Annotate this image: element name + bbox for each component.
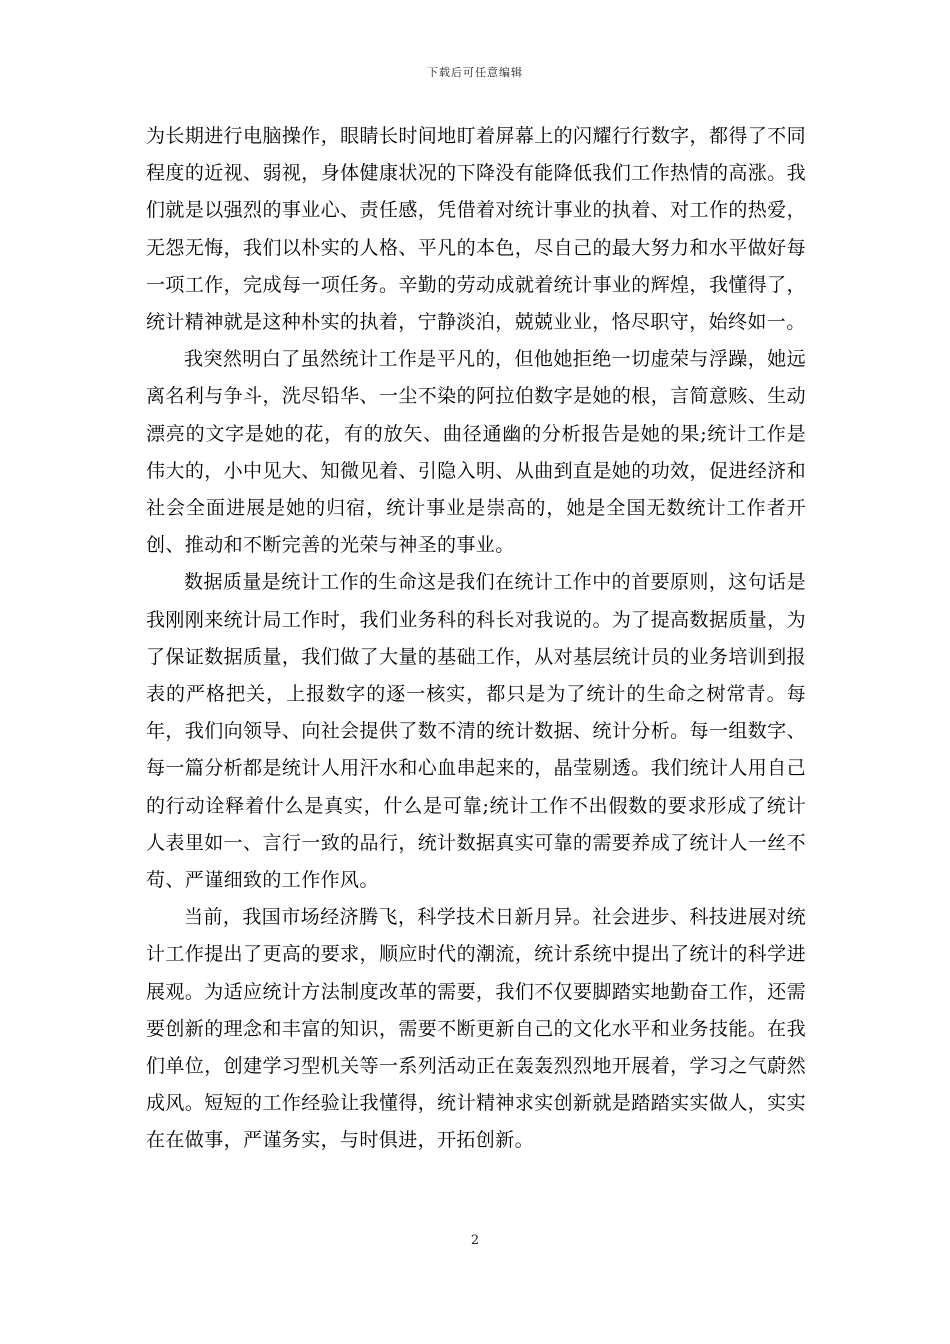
- document-body: [146, 118, 806, 1160]
- page-number: 2: [470, 1233, 480, 1248]
- paragraph-3: 数据质量是统计工作的生命这是我们在统计工作中的首要原则，这句话是我刚刚来统计局工作时，我们业务科的科长对我说的。为了提高数据质量，为了保证数据质量，我们做了大量的基础工作，从对基层统计员的业务培训到报表的严格把关，上报数字的逐一核实，都只是为了统计的生命之树常青。每年，我们向领导、向社会提供了数不清的统计数据、统计分析。每一组数字、每一篇分析都是统计人用汗水和心血串起来的，晶莹剔透。我们统计人用自己的行动诠释着什么是真实，什么是可靠;统计工作不出假数的要求形成了统计人表里如一、言行一致的品行，统计数据真实可靠的需要养成了统计人一丝不苟、严谨细致的工作作风。: [146, 571, 806, 892]
- paragraph-4: 当前，我国市场经济腾飞，科学技术日新月异。社会进步、科技进展对统计工作提出了更高的要求，顺应时代的潮流，统计系统中提出了统计的科学进展观。为适应统计方法制度改革的需要，我们不仅要脚踏实地勤奋工作，还需要创新的理念和丰富的知识，需要不断更新自己的文化水平和业务技能。在我们单位，创建学习型机关等一系列活动正在轰轰烈烈地开展着，学习之气蔚然成风。短短的工作经验让我懂得，统计精神求实创新就是踏踏实实做人，实实在在做事，严谨务实，与时俱进，开拓创新。: [146, 906, 806, 1152]
- page-header: 下载后可任意编辑: [427, 66, 523, 79]
- paragraph-1: 为长期进行电脑操作，眼睛长时间地盯着屏幕上的闪耀行行数字，都得了不同程度的近视、弱视，身体健康状况的下降没有能降低我们工作热情的高涨。我们就是以强烈的事业心、责任感，凭借着对统计事业的执着、对工作的热爱，无怨无悔，我们以朴实的人格、平凡的本色，尽自己的最大努力和水平做好每一项工作，完成每一项任务。辛勤的劳动成就着统计事业的辉煌，我懂得了，统计精神就是这种朴实的执着，宁静淡泊，兢兢业业，恪尽职守，始终如一。: [146, 125, 806, 334]
- paragraph-2: 我突然明白了虽然统计工作是平凡的，但他她拒绝一切虚荣与浮躁，她远离名利与争斗，洗尽铅华、一尘不染的阿拉伯数字是她的根，言简意赅、生动漂亮的文字是她的花，有的放矢、曲径通幽的分析报告是她的果;统计工作是伟大的，小中见大、知微见着、引隐入明、从曲到直是她的功效，促进经济和社会全面进展是她的归宿，统计事业是崇高的，她是全国无数统计工作者开创、推动和不断完善的光荣与神圣的事业。: [146, 348, 806, 557]
